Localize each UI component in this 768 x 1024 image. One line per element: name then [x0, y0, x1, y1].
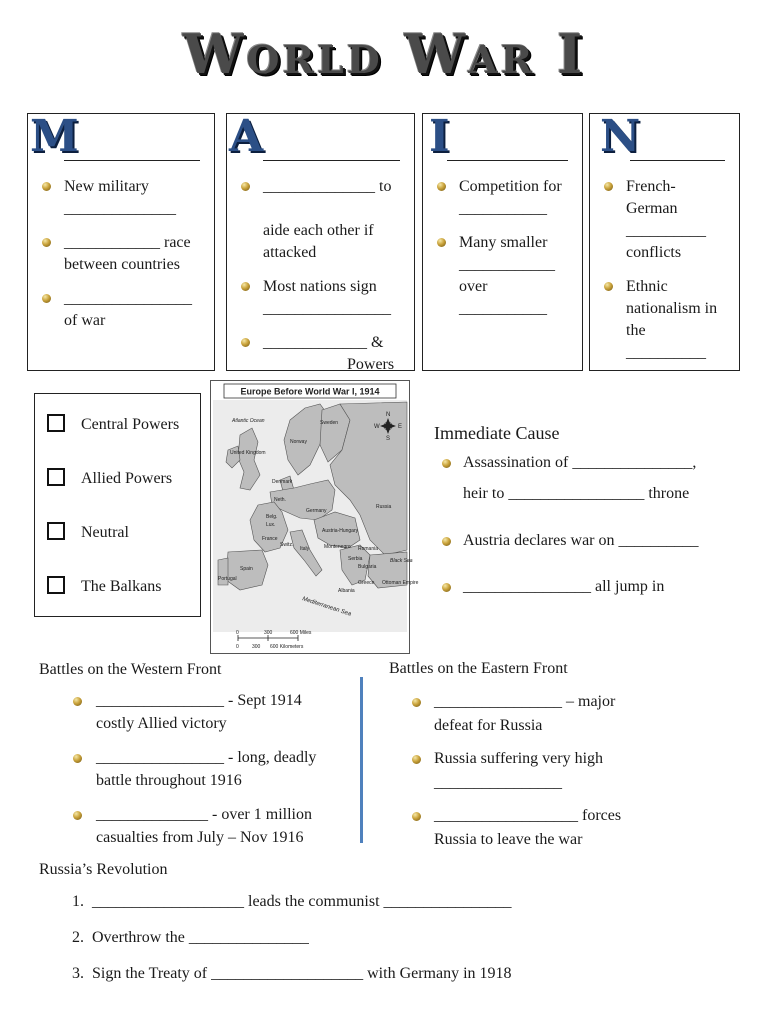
map-label: Portugal: [218, 576, 237, 582]
bullet-icon: [412, 812, 421, 821]
bullet-icon: [437, 182, 446, 191]
western-item: costly Allied victory: [96, 715, 227, 732]
svg-text:0: 0: [236, 644, 239, 650]
main-list-item: Most nations sign ________________: [227, 276, 408, 320]
map-label: France: [262, 536, 278, 542]
main-list-item: New military ______________: [28, 176, 208, 220]
map-label: Switz.: [280, 542, 294, 548]
western-item: ________________ - long, deadly: [96, 749, 317, 766]
bullet-icon: [241, 282, 250, 291]
map-label: Serbia: [348, 556, 363, 562]
main-letter: M: [30, 111, 79, 162]
map-label-sea: Mediterranean Sea: [301, 596, 352, 618]
map-label: Spain: [240, 566, 253, 572]
map-label: Albania: [338, 588, 355, 594]
main-list-item: French- German __________ conflicts: [590, 176, 733, 264]
eastern-item: defeat for Russia: [434, 717, 543, 734]
main-letter: N: [600, 111, 641, 162]
revolution-item: 2. Overthrow the _______________: [72, 929, 309, 946]
svg-text:S: S: [386, 436, 391, 442]
map-label: Italy: [300, 546, 310, 552]
bullet-icon: [73, 697, 82, 706]
immediate-item: heir to _________________ throne: [463, 485, 690, 502]
map-label: United Kingdom: [230, 450, 266, 456]
svg-text:N: N: [386, 412, 391, 418]
map-label: Romania: [358, 546, 379, 552]
map-label: Black Sea: [390, 558, 413, 564]
eastern-item: Russia to leave the war: [434, 831, 583, 848]
western-item: casualties from July – Nov 1916: [96, 829, 304, 846]
bullet-icon: [412, 755, 421, 764]
eastern-item: ________________ – major: [434, 693, 616, 710]
checkbox[interactable]: [47, 522, 65, 540]
answer-line: [630, 160, 725, 161]
checkbox[interactable]: [47, 414, 65, 432]
western-item: ________________ - Sept 1914: [96, 692, 302, 709]
bullet-icon: [73, 811, 82, 820]
western-item: ______________ - over 1 million: [96, 806, 312, 823]
bullet-icon: [241, 338, 250, 347]
checkbox[interactable]: [47, 576, 65, 594]
map-label: Norway: [290, 439, 307, 445]
svg-text:600 Miles: 600 Miles: [290, 630, 312, 636]
main-list-item: _____________ & Powers: [227, 332, 408, 376]
answer-line: [64, 160, 200, 161]
immediate-item: ________________ all jump in: [463, 578, 665, 595]
svg-text:E: E: [398, 424, 403, 430]
map-label: Germany: [306, 508, 327, 514]
eastern-item: __________________ forces: [434, 807, 622, 824]
main-letter: I: [429, 111, 450, 162]
map-label: Atlantic Ocean: [232, 418, 265, 424]
svg-text:600 Kilometers: 600 Kilometers: [270, 644, 304, 650]
bullet-icon: [437, 238, 446, 247]
bullet-icon: [442, 537, 451, 546]
immediate-item: Assassination of _______________,: [463, 454, 697, 471]
main-list-item: Ethnic nationalism in the __________: [590, 276, 733, 364]
svg-text:W: W: [374, 424, 380, 430]
main-list: [423, 176, 576, 332]
main-list: [590, 176, 733, 376]
immediate-cause-title: Immediate Cause: [434, 423, 560, 443]
main-box-m: [27, 113, 215, 371]
map-title: Europe Before World War I, 1914: [240, 386, 380, 397]
bullet-icon: [73, 754, 82, 763]
map-label: Bulgaria: [358, 564, 377, 570]
bullet-icon: [604, 282, 613, 291]
svg-text:300: 300: [252, 644, 261, 650]
map-label: Austria-Hungary: [322, 528, 359, 534]
main-box-n: [589, 113, 740, 371]
map-legend: Central Powers Allied Powers Neutral The Balkans: [34, 393, 201, 617]
map-label: Montenegro: [324, 544, 351, 550]
eastern-item: Russia suffering very high: [434, 750, 604, 767]
eastern-item: ________________: [434, 774, 562, 791]
bullet-icon: [42, 182, 51, 191]
main-list-item: Many smaller ____________ over ___________: [423, 232, 576, 320]
column-divider: [360, 677, 363, 843]
europe-map: [210, 380, 419, 654]
map-label: Neth.: [274, 497, 286, 503]
page-title: World War I: [182, 22, 586, 86]
answer-line: [447, 160, 568, 161]
main-list-item: ______________ to aide each other if attacked: [227, 176, 408, 264]
western-item: battle throughout 1916: [96, 772, 242, 789]
map-label: Russia: [376, 504, 392, 510]
eastern-front-title: Battles on the Eastern Front: [389, 660, 568, 677]
bullet-icon: [42, 238, 51, 247]
revolution-item: 3. Sign the Treaty of ___________________ with Germany in 1918: [72, 965, 512, 982]
main-box-i: [422, 113, 583, 371]
map-label: Ottoman Empire: [382, 580, 419, 586]
svg-text:0: 0: [236, 630, 239, 636]
map-label: Belg.: [266, 514, 278, 520]
main-letter: A: [229, 111, 264, 162]
main-list-item: Competition for ___________: [423, 176, 576, 220]
bullet-icon: [42, 294, 51, 303]
main-list-item: ____________ race between countries: [28, 232, 208, 276]
bullet-icon: [412, 698, 421, 707]
map-label: Sweden: [320, 420, 339, 426]
revolution-title: Russia’s Revolution: [39, 861, 168, 878]
western-front-title: Battles on the Western Front: [39, 661, 222, 678]
immediate-item: Austria declares war on __________: [463, 532, 699, 549]
main-list: [28, 176, 208, 344]
main-list-item: ________________ of war: [28, 288, 208, 332]
checkbox[interactable]: [47, 468, 65, 486]
bullet-icon: [442, 583, 451, 592]
map-label: Greece: [358, 580, 375, 586]
bullet-icon: [241, 182, 250, 191]
map-label: Lux.: [266, 522, 276, 528]
main-box-a: [226, 113, 415, 371]
bullet-icon: [604, 182, 613, 191]
revolution-item: 1. ___________________ leads the communist ________________: [72, 893, 512, 910]
map-label: Denmark: [272, 479, 293, 485]
svg-text:300: 300: [264, 630, 273, 636]
main-list: [227, 176, 408, 388]
answer-line: [263, 160, 400, 161]
bullet-icon: [442, 459, 451, 468]
